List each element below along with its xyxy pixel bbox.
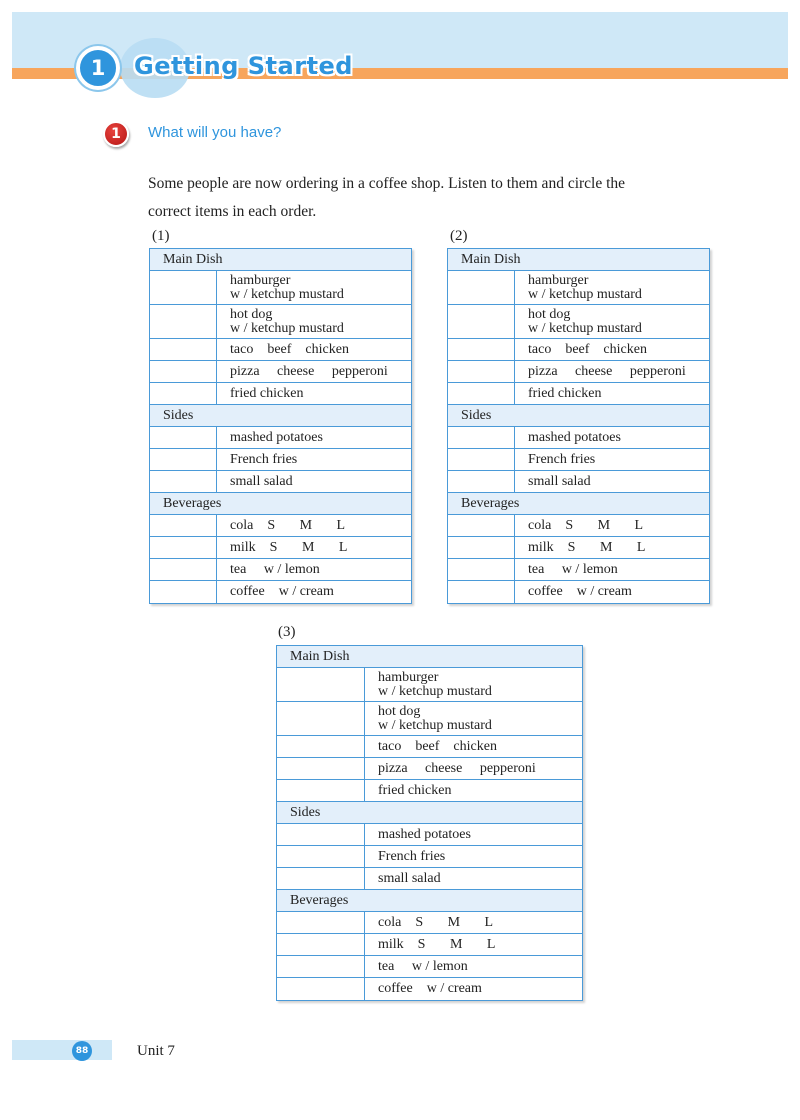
table-row-cola: [277, 912, 582, 934]
page-number-badge: 88: [72, 1041, 92, 1061]
table-row-milk: [448, 537, 709, 559]
answer-cell[interactable]: [448, 449, 515, 470]
item-coffee[interactable]: coffee w / cream: [528, 584, 632, 599]
section-beverages: Beverages: [448, 493, 709, 515]
item-pizza[interactable]: pizza cheese pepperoni: [378, 760, 536, 776]
answer-cell[interactable]: [277, 758, 365, 779]
table-row-coffee: [277, 978, 582, 1000]
item-small-salad[interactable]: small salad: [378, 870, 441, 886]
answer-cell[interactable]: [277, 934, 365, 955]
item-name: hot dog: [528, 306, 571, 322]
table-row-hamburger: [150, 271, 411, 305]
table-row-hotdog: [150, 305, 411, 339]
item-mashed-potatoes[interactable]: mashed potatoes: [230, 429, 323, 445]
item-name: hamburger: [528, 272, 589, 288]
activity-number-badge: 1: [103, 121, 129, 147]
table-row-fried-chicken: [150, 383, 411, 405]
table-row-hotdog: [448, 305, 709, 339]
table-row-fried-chicken: [277, 780, 582, 802]
table-row-fried-chicken: [448, 383, 709, 405]
answer-cell[interactable]: [277, 824, 365, 845]
answer-cell[interactable]: [448, 383, 515, 404]
answer-cell[interactable]: [277, 956, 365, 977]
section-sides: Sides: [150, 405, 411, 427]
table-row-fries: [277, 846, 582, 868]
answer-cell[interactable]: [277, 736, 365, 757]
item-hotdog: [515, 305, 709, 338]
table-row-salad: [277, 868, 582, 890]
answer-cell[interactable]: [448, 339, 515, 360]
answer-cell[interactable]: [448, 305, 515, 338]
answer-cell[interactable]: [150, 361, 217, 382]
item-mashed-potatoes[interactable]: mashed potatoes: [378, 826, 471, 842]
unit-label: Unit 7: [137, 1043, 175, 1059]
lesson-title: Getting Started: [134, 52, 353, 80]
answer-cell[interactable]: [277, 846, 365, 867]
table-row-taco: [150, 339, 411, 361]
item-tea[interactable]: tea w / lemon: [230, 561, 320, 577]
item-milk[interactable]: milk S M L: [378, 936, 496, 952]
table-row-coffee: [150, 581, 411, 603]
item-french-fries[interactable]: French fries: [378, 848, 446, 864]
item-options[interactable]: w / ketchup mustard: [230, 320, 344, 336]
table-row-taco: [277, 736, 582, 758]
section-main-dish: Main Dish: [150, 249, 411, 271]
answer-cell[interactable]: [448, 361, 515, 382]
item-small-salad[interactable]: small salad: [230, 473, 293, 489]
activity-title: What will you have?: [148, 124, 282, 141]
item-options[interactable]: w / ketchup mustard: [230, 286, 344, 302]
table-row-mashed: [448, 427, 709, 449]
item-fried-chicken[interactable]: fried chicken: [378, 782, 452, 798]
table-row-cola: [150, 515, 411, 537]
instruction-line-1: Some people are now ordering in a coffee shop. Listen to them and circle the: [148, 175, 626, 192]
item-tea[interactable]: tea w / lemon: [378, 958, 468, 974]
order-label-1: (1): [152, 228, 170, 244]
item-hamburger: [217, 271, 411, 304]
order-label-3: (3): [278, 624, 296, 640]
item-options[interactable]: w / ketchup mustard: [378, 717, 492, 733]
table-row-salad: [150, 471, 411, 493]
item-fried-chicken[interactable]: fried chicken: [528, 385, 602, 401]
table-row-hotdog: [277, 702, 582, 736]
item-coffee[interactable]: coffee w / cream: [378, 981, 482, 996]
item-options[interactable]: w / ketchup mustard: [528, 320, 642, 336]
order-table-1: [149, 248, 412, 604]
table-row-pizza: [277, 758, 582, 780]
table-row-pizza: [150, 361, 411, 383]
item-taco[interactable]: taco beef chicken: [528, 341, 647, 357]
table-row-mashed: [150, 427, 411, 449]
section-sides: Sides: [277, 802, 582, 824]
answer-cell[interactable]: [448, 515, 515, 536]
answer-cell[interactable]: [150, 515, 217, 536]
item-hotdog: [217, 305, 411, 338]
item-hamburger: [365, 668, 582, 701]
table-row-cola: [448, 515, 709, 537]
answer-cell[interactable]: [150, 427, 217, 448]
item-milk[interactable]: milk S M L: [230, 539, 348, 555]
answer-cell[interactable]: [150, 449, 217, 470]
table-row-taco: [448, 339, 709, 361]
answer-cell[interactable]: [150, 383, 217, 404]
order-table-3: [276, 645, 583, 1001]
item-pizza[interactable]: pizza cheese pepperoni: [528, 363, 686, 379]
item-cola[interactable]: cola S M L: [528, 517, 644, 533]
item-name: hamburger: [378, 669, 439, 685]
answer-cell[interactable]: [277, 668, 365, 701]
item-name: hot dog: [378, 703, 421, 719]
answer-cell[interactable]: [150, 305, 217, 338]
item-name: hot dog: [230, 306, 273, 322]
instruction-line-2: correct items in each order.: [148, 203, 317, 220]
answer-cell[interactable]: [150, 581, 217, 603]
answer-cell[interactable]: [277, 780, 365, 801]
item-small-salad[interactable]: small salad: [528, 473, 591, 489]
table-row-tea: [448, 559, 709, 581]
answer-cell[interactable]: [448, 471, 515, 492]
item-cola[interactable]: cola S M L: [378, 914, 494, 930]
item-milk[interactable]: milk S M L: [528, 539, 646, 555]
item-coffee[interactable]: coffee w / cream: [230, 584, 334, 599]
item-french-fries[interactable]: French fries: [528, 451, 596, 467]
item-fried-chicken[interactable]: fried chicken: [230, 385, 304, 401]
answer-cell[interactable]: [448, 427, 515, 448]
answer-cell[interactable]: [448, 537, 515, 558]
item-taco[interactable]: taco beef chicken: [230, 341, 349, 357]
section-beverages: Beverages: [277, 890, 582, 912]
table-row-milk: [277, 934, 582, 956]
table-row-fries: [448, 449, 709, 471]
section-sides: Sides: [448, 405, 709, 427]
item-options[interactable]: w / ketchup mustard: [528, 286, 642, 302]
answer-cell[interactable]: [150, 559, 217, 580]
answer-cell[interactable]: [277, 978, 365, 1000]
item-name: hamburger: [230, 272, 291, 288]
item-options[interactable]: w / ketchup mustard: [378, 683, 492, 699]
section-beverages: Beverages: [150, 493, 411, 515]
item-mashed-potatoes[interactable]: mashed potatoes: [528, 429, 621, 445]
answer-cell[interactable]: [448, 271, 515, 304]
answer-cell[interactable]: [448, 559, 515, 580]
item-taco[interactable]: taco beef chicken: [378, 738, 497, 754]
section-main-dish: Main Dish: [448, 249, 709, 271]
order-table-2: [447, 248, 710, 604]
table-row-hamburger: [277, 668, 582, 702]
lesson-number-badge: 1: [76, 46, 120, 90]
table-row-mashed: [277, 824, 582, 846]
table-row-milk: [150, 537, 411, 559]
table-row-coffee: [448, 581, 709, 603]
item-hamburger: [515, 271, 709, 304]
table-row-fries: [150, 449, 411, 471]
footer-band: [12, 1040, 112, 1060]
answer-cell[interactable]: [150, 271, 217, 304]
item-french-fries[interactable]: French fries: [230, 451, 298, 467]
table-row-hamburger: [448, 271, 709, 305]
item-hotdog: [365, 702, 582, 735]
item-tea[interactable]: tea w / lemon: [528, 561, 618, 577]
table-row-tea: [150, 559, 411, 581]
table-row-tea: [277, 956, 582, 978]
table-row-salad: [448, 471, 709, 493]
answer-cell[interactable]: [150, 339, 217, 360]
table-row-pizza: [448, 361, 709, 383]
answer-cell[interactable]: [277, 702, 365, 735]
item-cola[interactable]: cola S M L: [230, 517, 346, 533]
answer-cell[interactable]: [277, 912, 365, 933]
answer-cell[interactable]: [277, 868, 365, 889]
answer-cell[interactable]: [448, 581, 515, 603]
item-pizza[interactable]: pizza cheese pepperoni: [230, 363, 388, 379]
activity-instruction: [148, 170, 708, 226]
answer-cell[interactable]: [150, 537, 217, 558]
order-label-2: (2): [450, 228, 468, 244]
answer-cell[interactable]: [150, 471, 217, 492]
section-main-dish: Main Dish: [277, 646, 582, 668]
